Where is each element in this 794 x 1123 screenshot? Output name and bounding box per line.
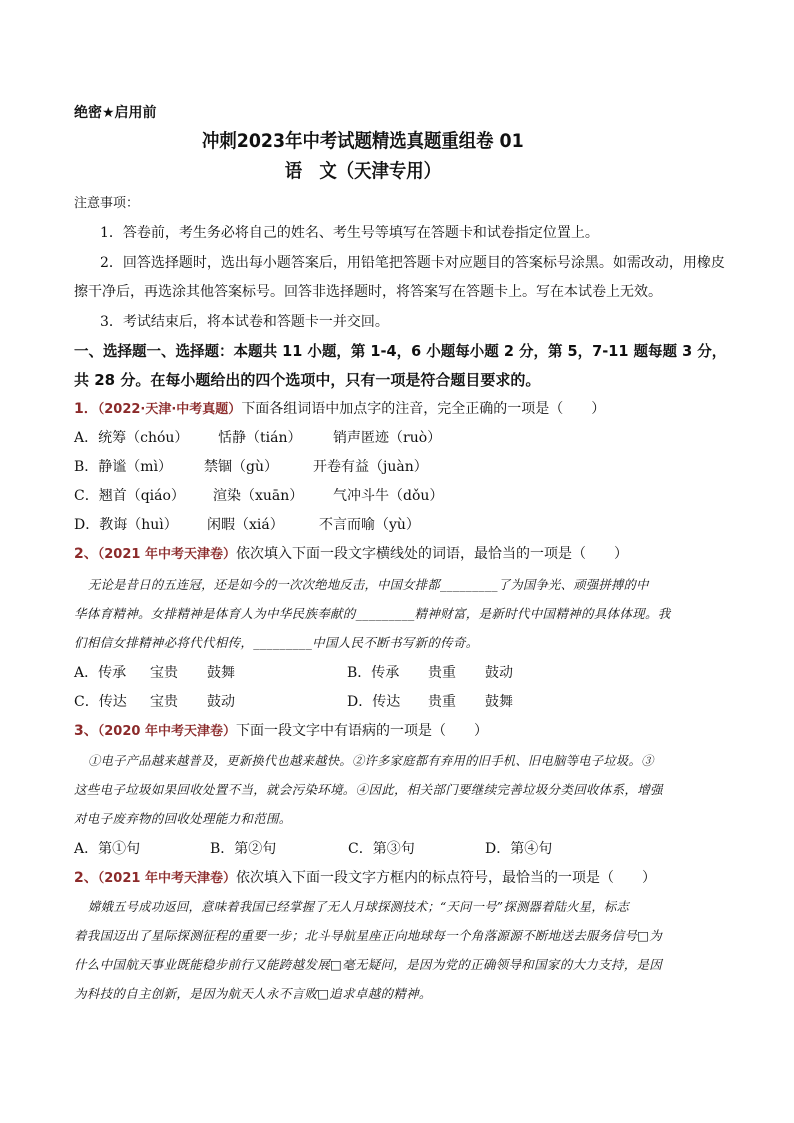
q1-option-b-word2: 禁锢（gù） (204, 459, 278, 475)
question-text: 依次填入下面一段文字横线处的词语，最恰当的一项是（ ） (235, 546, 628, 562)
question-number: 3、 (74, 723, 98, 739)
q3-passage-line-2: 这些电子垃圾如果回收处置不当，就会污染环境。④因此，相关部门要继续完善垃圾分类回收体系，增强 (74, 782, 663, 797)
question-number: 1． (74, 401, 98, 417)
q4-passage-line-3: 什么中国航天事业既能稳步前行又能跨越发展□毫无疑问，是因为党的正确领导和国家的大力支持，是因 (74, 957, 663, 972)
q3-passage-line-1: ①电子产品越来越普及，更新换代也越来越快。②许多家庭都有弃用的旧手机、旧电脑等电子垃圾。③ (88, 753, 654, 768)
q2-option-c-word2: 宝贵 (150, 694, 178, 710)
notice-item-3: 3．考试结束后，将本试卷和答题卡一并交回。 (100, 314, 389, 330)
question-4-stem (74, 868, 656, 889)
question-text: 依次填入下面一段文字方框内的标点符号，最恰当的一项是（ ） (235, 870, 656, 886)
q3-option-b[interactable]: B．第②句 (210, 841, 277, 857)
q1-option-a[interactable]: A．统筹（chóu） (74, 430, 189, 446)
q1-option-d[interactable]: D．教诲（huì） (74, 517, 178, 533)
secret-label: 绝密★启用前 (74, 105, 157, 121)
q2-option-b-word3: 鼓动 (485, 665, 513, 681)
question-text: 下面一段文字中有语病的一项是（ ） (235, 723, 488, 739)
question-source: （2021 年中考天津卷） (97, 871, 236, 886)
notice-heading: 注意事项： (74, 196, 140, 211)
notice-item-1: 1．答卷前，考生务必将自己的姓名、考生号等填写在答题卡和试卷指定位置上。 (100, 225, 599, 241)
q3-option-d[interactable]: D．第④句 (485, 841, 553, 857)
section-heading-line2: 共 28 分。在每小题给出的四个选项中，只有一项是符合题目要求的。 (74, 371, 541, 389)
q2-passage-line-2: 华体育精神。女排精神是体育人为中华民族奉献的_________精神财富，是新时代中国精神的具体体现。我 (74, 606, 671, 621)
q2-option-b[interactable]: B．传承 (347, 665, 400, 681)
question-source: （2021 年中考天津卷） (97, 547, 236, 562)
notice-item-2-cont: 擦干净后，再选涂其他答案标号。回答非选择题时，将答案写在答题卡上。写在本试卷上无效。 (74, 284, 662, 300)
q2-option-d-word2: 贵重 (428, 694, 456, 710)
q1-option-c-word3: 气冲斗牛（dǒu） (333, 488, 444, 504)
q1-option-a-word2: 恬静（tián） (218, 430, 302, 446)
question-1-stem (74, 399, 605, 420)
q2-option-a-word2: 宝贵 (150, 665, 178, 681)
question-source: （2020 年中考天津卷） (97, 724, 236, 739)
q1-option-d-word3: 不言而喻（yù） (319, 517, 420, 533)
q2-option-d-word3: 鼓舞 (485, 694, 513, 710)
exam-subtitle: 语 文（天津专用） (284, 160, 442, 182)
question-text: 下面各组词语中加点字的注音，完全正确的一项是（ ） (241, 401, 606, 417)
question-number: 2、 (74, 546, 98, 562)
q2-option-b-word2: 贵重 (428, 665, 456, 681)
question-source: （2022·天津·中考真题） (97, 402, 242, 417)
q2-passage-line-3: 们相信女排精神必将代代相传，_________中国人民不断书写新的传奇。 (74, 635, 479, 650)
q1-option-b[interactable]: B．静谧（mì） (74, 459, 173, 475)
q1-option-c-word2: 渲染（xuān） (213, 488, 304, 504)
question-number: 2、 (74, 870, 98, 886)
q4-passage-line-1: 嫦娥五号成功返回，意味着我国已经掌握了无人月球探测技术；“天问一号”探测器着陆火星，标志 (88, 899, 630, 914)
q2-option-c-word3: 鼓动 (207, 694, 235, 710)
exam-title: 冲刺2023年中考试题精选真题重组卷 01 (202, 130, 524, 152)
q2-option-d[interactable]: D．传达 (347, 694, 401, 710)
q4-passage-line-2: 着我国迈出了星际探测征程的重要一步；北斗导航星座正向地球每一个角落源源不断地送去服务信号□为 (74, 928, 663, 943)
q1-option-a-word3: 销声匿迹（ruò） (333, 430, 442, 446)
q4-passage-line-4: 为科技的自主创新，是因为航天人永不言败□追求卓越的精神。 (74, 986, 432, 1001)
q1-option-c[interactable]: C．翘首（qiáo） (74, 488, 185, 504)
q3-option-a[interactable]: A．第①句 (74, 841, 141, 857)
q2-option-c[interactable]: C．传达 (74, 694, 127, 710)
section-heading-line1: 一、选择题一、选择题：本题共 11 小题，第 1-4，6 小题每小题 2 分，第 5，7-11 题每题 3 分， (74, 342, 727, 360)
q2-option-a-word3: 鼓舞 (207, 665, 235, 681)
notice-item-2: 2．回答选择题时，选出每小题答案后，用铅笔把答题卡对应题目的答案标号涂黑。如需改动，用橡皮 (100, 255, 725, 271)
q1-option-d-word2: 闲暇（xiá） (207, 517, 284, 533)
question-2-stem (74, 544, 628, 565)
question-3-stem (74, 721, 488, 742)
q1-option-b-word3: 开卷有益（juàn） (313, 459, 428, 475)
q3-option-c[interactable]: C．第③句 (348, 841, 415, 857)
q2-passage-line-1: 无论是昔日的五连冠，还是如今的一次次绝地反击，中国女排都_________了为国争光、顽强拼搏的中 (88, 577, 649, 592)
q3-passage-line-3: 对电子废弃物的回收处理能力和范围。 (74, 811, 292, 826)
q2-option-a[interactable]: A．传承 (74, 665, 127, 681)
